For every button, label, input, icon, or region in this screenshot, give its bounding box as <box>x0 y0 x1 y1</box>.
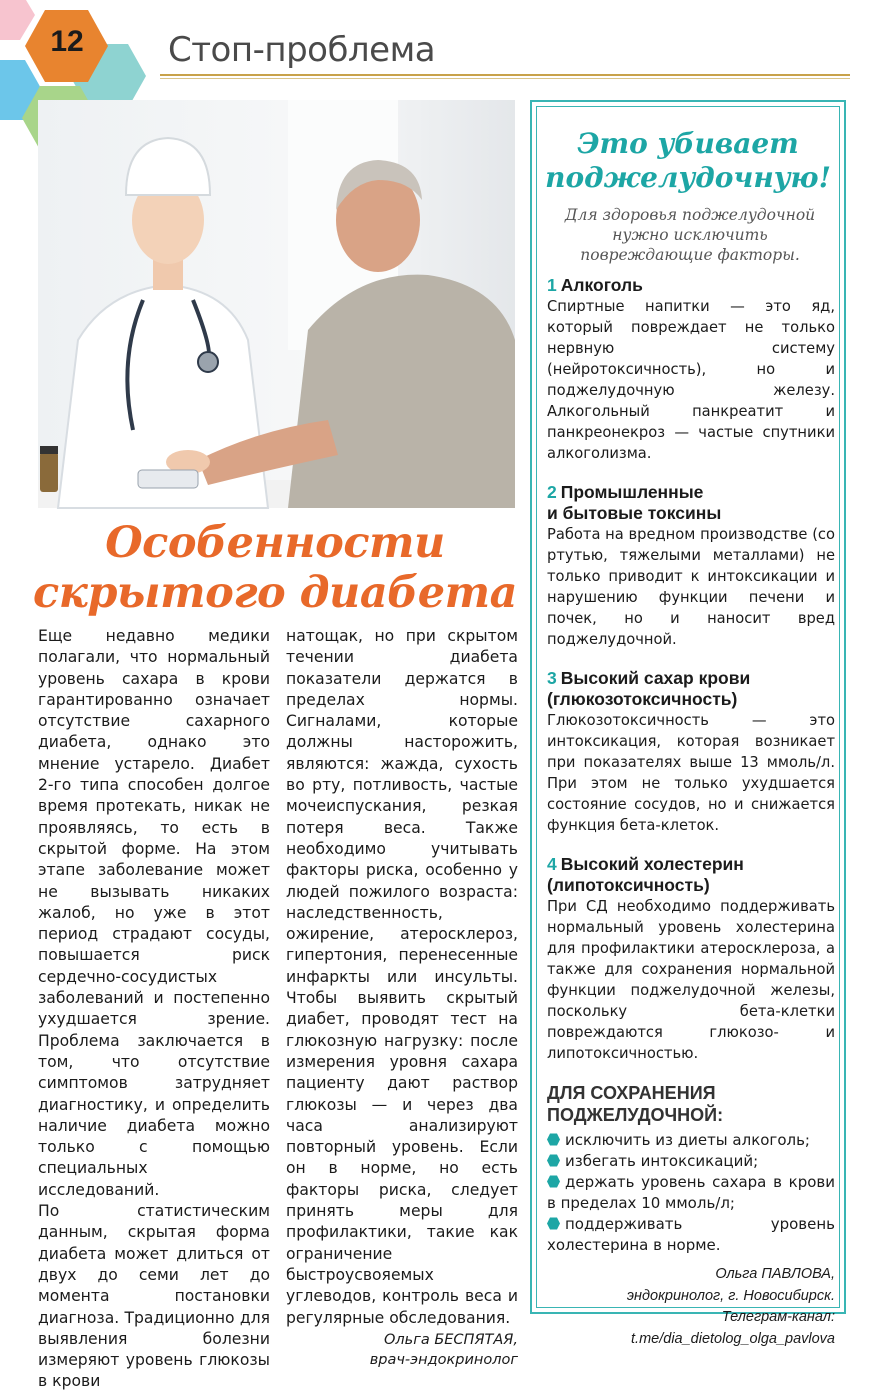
sidebar-title-line-2: поджелудочную! <box>545 161 831 194</box>
list-item-text: поддерживать уровень холестерина в норме. <box>547 1215 835 1254</box>
recommendations-title <box>547 1082 835 1126</box>
recommendations-title-line-2: ПОДЖЕЛУДОЧНОЙ: <box>547 1105 724 1125</box>
article-photo <box>38 100 515 508</box>
article-paragraph: натощак, но при скрытом течении диабета показатели держатся в пределах нормы. Сигналами, которые должны насторожить, являются: жажда, сухость во рту, потливость, частые мочеиспускания, резкая потеря веса. Также необходимо учитывать факторы риска, особенно у людей пожилого возраста: наследственность, ожирение, атеросклероз, гипертония, перенесенные инфаркты или инсульты. Чтобы выявить скрытый диабет, проводят тест на глюкозную нагрузку: после измерения уровня сахара пациенту дают раствор глюкозы — и через два часа анализируют повторный уровень. Если он в норме, но есть факторы риска, следует принять меры для профилактики, такие как ограничение быстроусвояемых углеводов, контроль веса и регулярные обследования. <box>286 627 518 1327</box>
risk-factor-text: При СД необходимо поддерживать нормальный уровень холестерина для профилактики атеросклероза, а также для сохранения нормальной функции поджелудочной железы, поскольку бета-клетки повреждаются глюкозо- и липотоксичностью. <box>547 898 835 1062</box>
sidebar-author-name: Ольга ПАВЛОВА, <box>715 1266 835 1282</box>
sidebar-content <box>547 275 835 1350</box>
risk-factor-number: 4 <box>547 854 557 874</box>
hexagon-bullet-icon <box>547 1133 560 1146</box>
article-author <box>286 1330 518 1370</box>
list-item <box>547 1130 835 1151</box>
sidebar-author-title: эндокринолог, г. Новосибирск. <box>626 1287 835 1304</box>
risk-factor-title-line-2: (липотоксичность) <box>547 875 710 895</box>
list-item <box>547 1172 835 1214</box>
page-number: 12 <box>50 25 84 58</box>
article-headline <box>30 518 520 618</box>
article-author-title: врач-эндокринолог <box>369 1351 518 1368</box>
article-paragraph: Еще недавно медики полагали, что нормальный уровень сахара в крови гарантированно означает отсутствие сахарного диабета, однако это мнение устарело. Диабет 2-го типа способен долгое время протекать, никак не проявляясь, то есть в скрытой форме. На этом этапе заболевание может не вызывать никаких жалоб, но уже в этот период страдают сосуды, повышается риск сердечно-сосудистых заболеваний и постепенно ухудшается зрение. Проблема заключается в том, что отсутствие симптомов затрудняет диагностику, и определить наличие диабета можно только с помощью специальных исследований. <box>38 627 270 1199</box>
risk-factor-title: Алкоголь <box>560 275 643 295</box>
list-item-text: исключить из диеты алкоголь; <box>565 1131 810 1149</box>
risk-factor-title-line-2: и бытовые токсины <box>547 503 722 523</box>
telegram-label: Телеграм-канал: <box>721 1309 835 1325</box>
risk-factor-title-line-2: (глюкозотоксичность) <box>547 689 738 709</box>
hexagon-bullet-icon <box>547 1217 560 1230</box>
list-item <box>547 1151 835 1172</box>
risk-factor-item <box>547 854 835 1064</box>
list-item-text: держать уровень сахара в крови в пределах 10 ммоль/л; <box>547 1173 835 1212</box>
risk-factor-number: 3 <box>547 668 557 688</box>
risk-factor-item <box>547 668 835 836</box>
list-item <box>547 1214 835 1256</box>
risk-factor-heading <box>547 482 835 524</box>
article-paragraph: По статистическим данным, скрытая форма диабета может длиться от двух до семи лет до момента постановки диагноза. Традиционно для выявления болезни измеряют уровень глюкозы в крови <box>38 1202 270 1391</box>
list-item-text: избегать интоксикаций; <box>565 1152 759 1170</box>
risk-factor-text: Глюкозотоксичность — это интоксикация, которая возникает при показателях выше 13 ммоль/л. При этом не только ухудшается состояние сосудов, но и снижается функция бета-клеток. <box>547 712 835 834</box>
risk-factor-number: 1 <box>547 275 557 295</box>
risk-factor-item <box>547 482 835 650</box>
risk-factor-item <box>547 275 835 464</box>
recommendations-list <box>547 1130 835 1256</box>
risk-factor-heading <box>547 854 835 896</box>
risk-factor-title: Высокий сахар крови <box>560 668 751 688</box>
header-rule <box>160 74 850 76</box>
risk-factor-text: Спиртные напитки — это яд, который повреждает не только нервную систему (нейротоксичность), но и поджелудочную железу. Алкогольный панкреатит и панкреонекроз — частые спутники алкоголизма. <box>547 298 835 462</box>
telegram-link[interactable]: t.me/dia_dietolog_olga_pavlova <box>631 1330 835 1347</box>
article-column-2 <box>286 626 518 1370</box>
sidebar-author <box>547 1264 835 1350</box>
headline-line-1: Особенности <box>105 518 445 568</box>
risk-factor-heading <box>547 275 835 296</box>
sidebar-subtitle: Для здоровья поджелудочной нужно исключить повреждающие факторы. <box>564 206 816 264</box>
headline-line-2: скрытого диабета <box>33 568 517 618</box>
risk-factor-title: Высокий холестерин <box>560 854 744 874</box>
hexagon-bullet-icon <box>547 1175 560 1188</box>
risk-factor-title: Промышленные <box>560 482 704 502</box>
header-rule-thin <box>160 78 850 79</box>
article-column-1 <box>38 626 270 1393</box>
article-author-name: Ольга БЕСПЯТАЯ, <box>383 1331 518 1348</box>
recommendations-title-line-1: ДЛЯ СОХРАНЕНИЯ <box>547 1083 716 1103</box>
hexagon-bullet-icon <box>547 1154 560 1167</box>
doctor-patient-illustration <box>38 100 515 508</box>
sidebar-title <box>537 127 839 195</box>
risk-factor-heading <box>547 668 835 710</box>
sidebar-box <box>530 100 846 1347</box>
section-title: Стоп-проблема <box>168 30 436 70</box>
risk-factor-number: 2 <box>547 482 557 502</box>
sidebar-title-line-1: Это убивает <box>577 127 799 160</box>
risk-factor-text: Работа на вредном производстве (со ртутью, тяжелыми металлами) не только приводит к интоксикации и нарушению функции печени и почек, но и наносит вред поджелудочной. <box>547 526 835 648</box>
